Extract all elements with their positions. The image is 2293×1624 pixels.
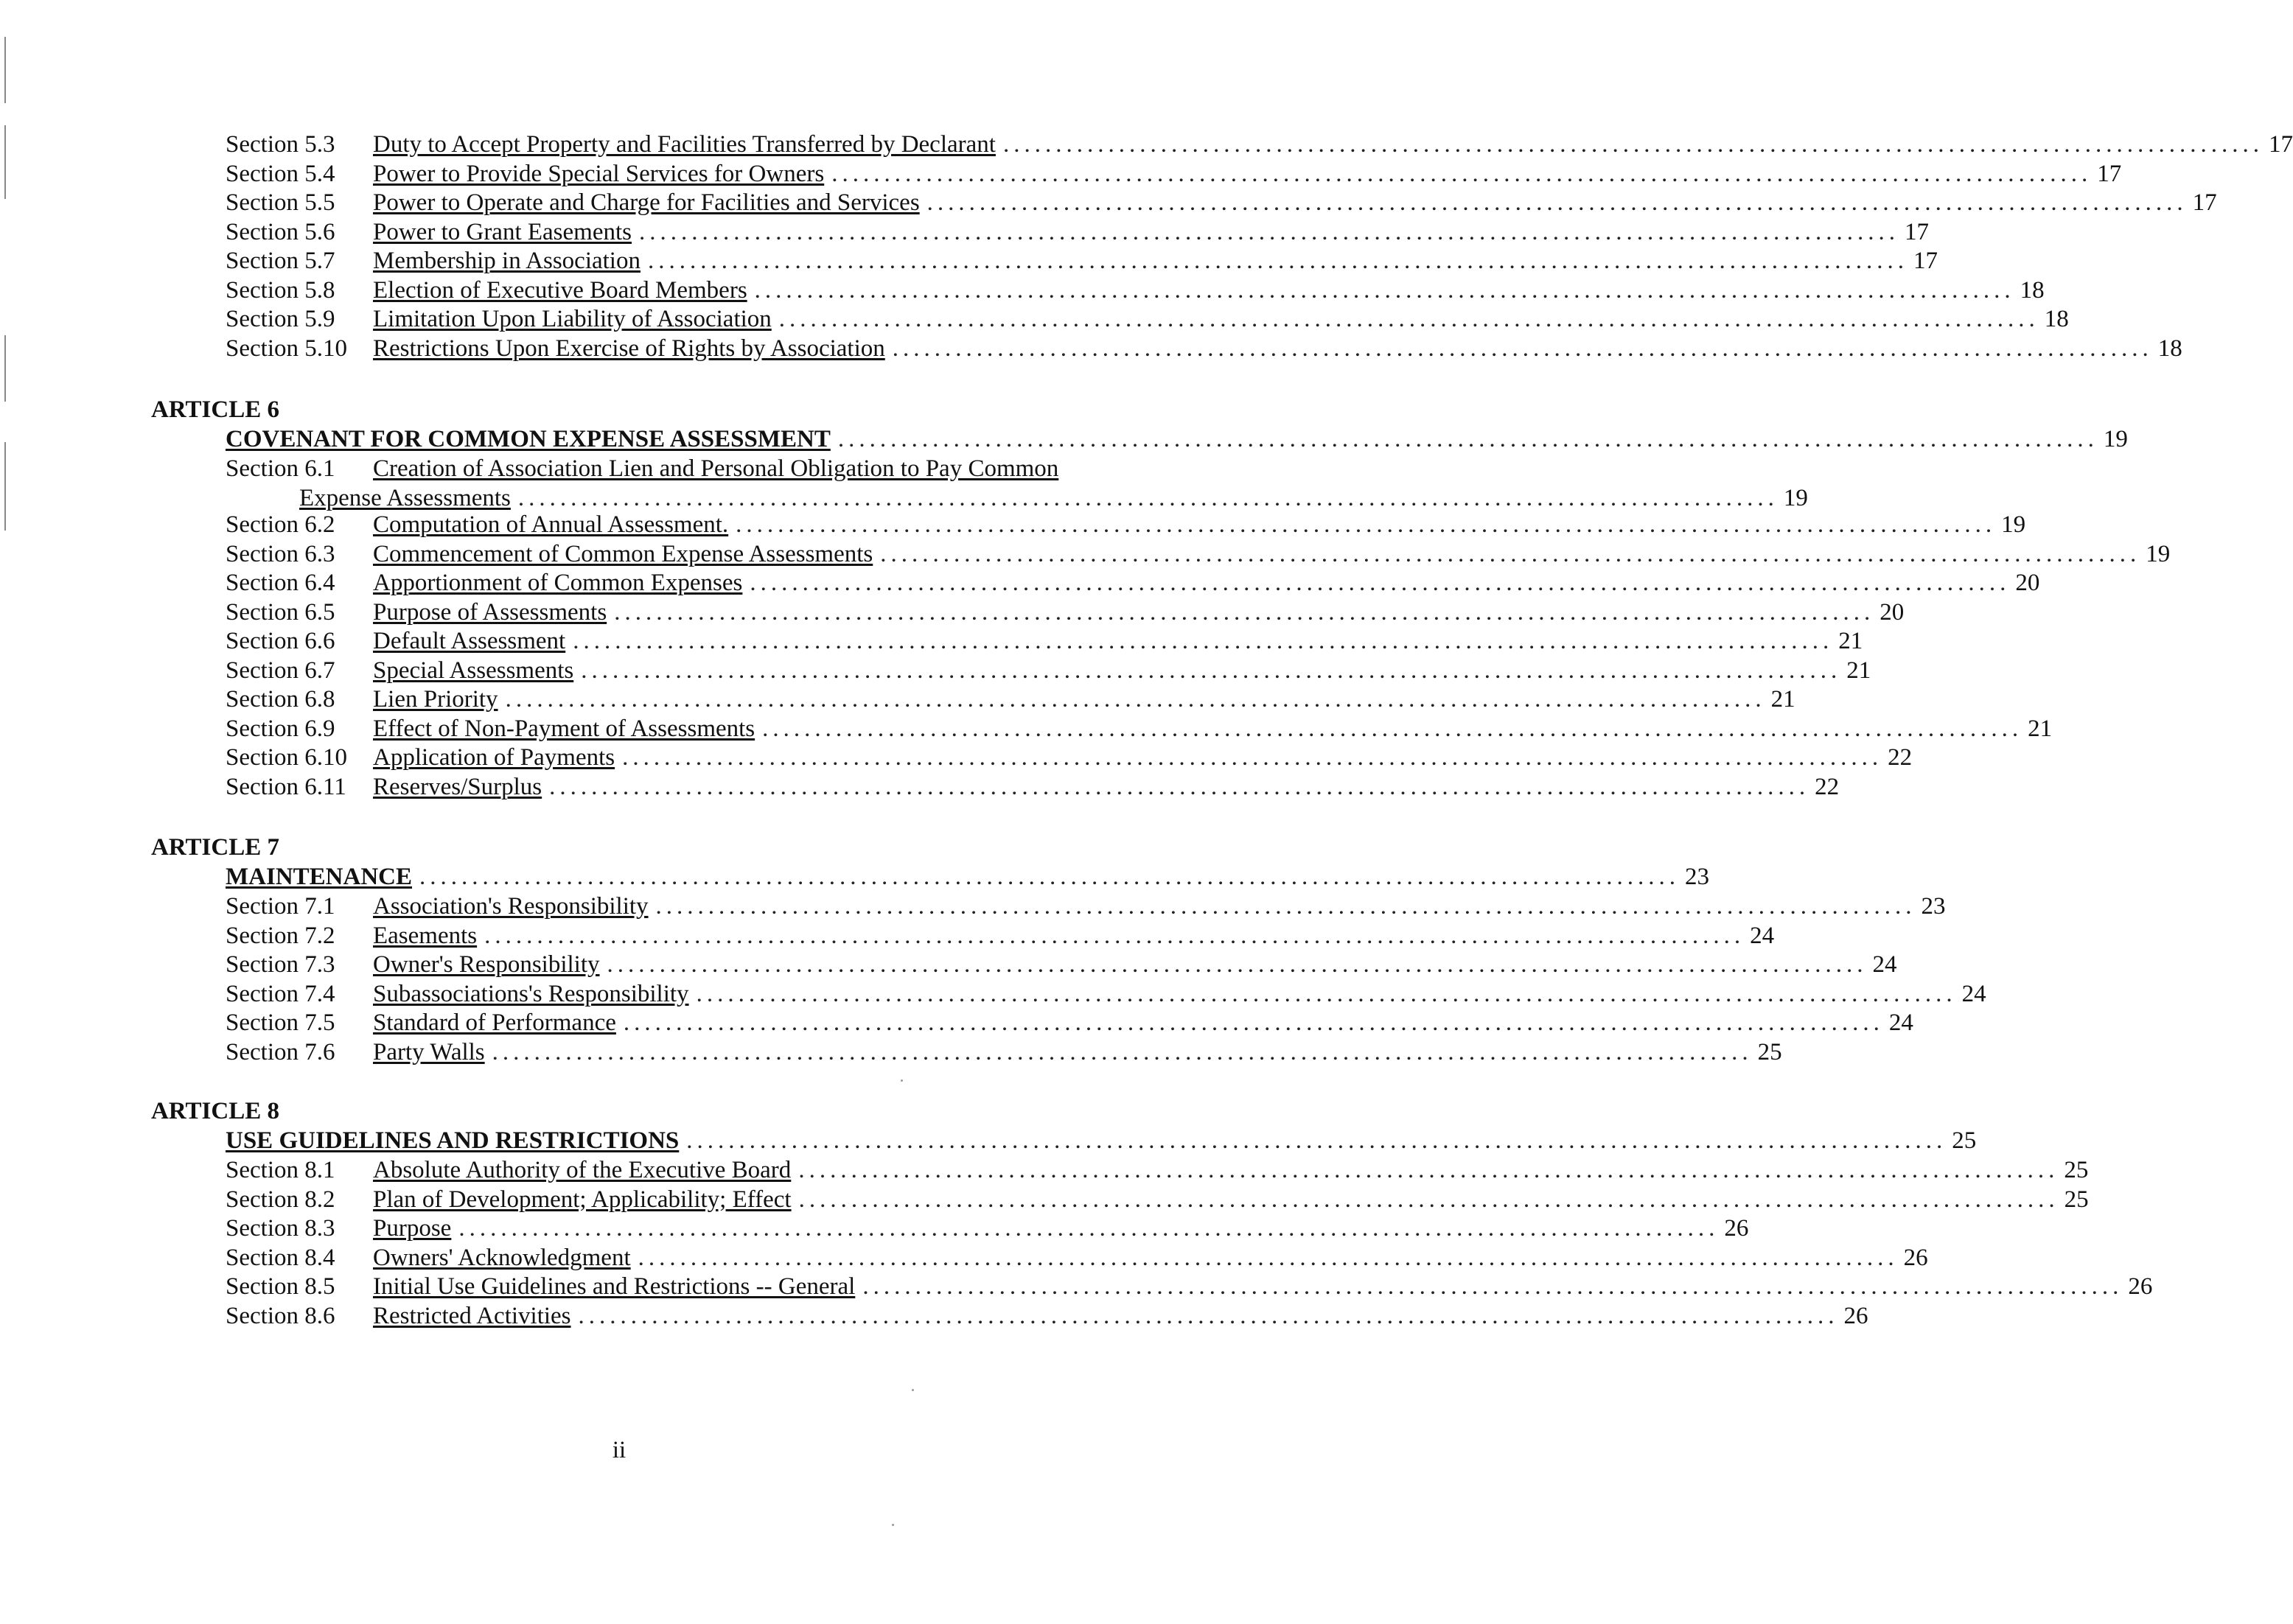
leader-dots: ........................................................................................................................ xyxy=(647,248,1908,274)
section-page: 26 xyxy=(1903,1244,1928,1271)
section-page: 17 xyxy=(2268,131,2293,158)
section-title: Association's Responsibility xyxy=(373,893,649,920)
leader-dots: ........................................................................................................................ xyxy=(831,160,2093,187)
section-number: Section 8.3 xyxy=(226,1215,335,1242)
article-8-label: ARTICLE 8 xyxy=(151,1098,279,1124)
section-number: Section 7.3 xyxy=(226,951,335,978)
toc-entry[interactable] xyxy=(226,304,2069,334)
section-title: Restrictions Upon Exercise of Rights by Association xyxy=(373,335,885,362)
toc-entry[interactable] xyxy=(226,568,2040,598)
section-title: Purpose xyxy=(373,1215,452,1242)
leader-dots: ........................................................................................................................ xyxy=(607,951,1868,978)
article-8-page: 25 xyxy=(1952,1127,1977,1154)
section-number: Section 5.5 xyxy=(226,189,335,216)
article-6-label: ARTICLE 6 xyxy=(151,396,279,423)
section-number: Section 8.1 xyxy=(226,1157,335,1183)
section-page: 25 xyxy=(1757,1038,1782,1065)
section-title: Restricted Activities xyxy=(373,1302,571,1329)
leader-dots: ........................................................................................................................ xyxy=(623,1009,1884,1036)
section-number: Section 8.6 xyxy=(226,1302,335,1329)
leader-dots: ........................................................................................................................ xyxy=(549,773,1810,800)
leader-dots: ........................................................................................................................ xyxy=(505,686,1766,713)
section-title: Owner's Responsibility xyxy=(373,951,600,978)
section-title: Power to Operate and Charge for Facilities and Services xyxy=(373,189,920,216)
section-number: Section 6.2 xyxy=(226,511,335,538)
scan-margin-mark xyxy=(4,442,6,531)
section-page: 19 xyxy=(1783,485,1808,511)
section-number: Section 7.2 xyxy=(226,922,335,949)
section-page: 17 xyxy=(2192,189,2217,216)
section-title: Election of Executive Board Members xyxy=(373,276,747,304)
section-title: Membership in Association xyxy=(373,248,641,274)
section-title: Lien Priority xyxy=(373,686,498,713)
leader-dots: ........................................................................................................................ xyxy=(892,335,2153,362)
leader-dots: ........................................................................................................................ xyxy=(696,980,1957,1007)
scan-margin-mark xyxy=(4,125,6,199)
toc-entry[interactable] xyxy=(226,1243,1928,1273)
toc-entry[interactable] xyxy=(226,714,2053,743)
section-number: Section 5.6 xyxy=(226,218,335,245)
section-title: Power to Provide Special Services for Owners xyxy=(373,160,825,187)
leader-dots: ........................................................................................................................ xyxy=(762,715,2023,742)
toc-entry[interactable] xyxy=(226,685,1795,714)
scan-margin-mark xyxy=(4,37,6,103)
toc-entry[interactable] xyxy=(226,276,2045,305)
section-page: 20 xyxy=(2015,570,2040,596)
section-number: Section 5.10 xyxy=(226,335,347,362)
leader-dots: ........................................................................................................................ xyxy=(1002,131,2264,158)
section-page: 21 xyxy=(1770,686,1795,713)
section-number: Section 7.5 xyxy=(226,1009,335,1036)
scan-speck xyxy=(912,1389,914,1391)
section-number: Section 6.1 xyxy=(226,455,335,482)
section-page: 18 xyxy=(2157,335,2182,362)
toc-entry[interactable] xyxy=(226,1214,1749,1243)
leader-dots: ........................................................................................................................ xyxy=(926,189,2188,216)
section-number: Section 5.3 xyxy=(226,131,335,158)
leader-dots: ........................................................................................................................ xyxy=(750,570,2011,596)
leader-dots: ........................................................................................................................ xyxy=(736,511,1997,538)
article-6-title: COVENANT FOR COMMON EXPENSE ASSESSMENT xyxy=(226,426,831,452)
section-title: Subassociations's Responsibility xyxy=(373,980,689,1007)
toc-entry[interactable] xyxy=(226,1155,2089,1185)
section-number: Section 6.10 xyxy=(226,744,347,771)
section-number: Section 6.6 xyxy=(226,628,335,654)
scan-margin-mark xyxy=(4,335,6,402)
toc-entry-section-6-1[interactable] xyxy=(226,454,1808,513)
section-page: 26 xyxy=(2128,1273,2153,1300)
section-title: Duty to Accept Property and Facilities Transferred by Declarant xyxy=(373,131,996,158)
toc-entry[interactable] xyxy=(226,743,1913,772)
leader-dots: ........................................................................................................................ xyxy=(419,864,1681,890)
leader-dots: ........................................................................................................................ xyxy=(754,276,2015,304)
leader-dots: ........................................................................................................................ xyxy=(581,657,1842,684)
section-title: Default Assessment xyxy=(373,628,566,654)
leader-dots: ........................................................................................................................ xyxy=(798,1157,2059,1183)
toc-entry[interactable] xyxy=(226,979,1986,1009)
section-number: Section 6.11 xyxy=(226,773,346,800)
leader-dots: ........................................................................................................................ xyxy=(639,218,1899,245)
leader-dots: ........................................................................................................................ xyxy=(880,540,2141,567)
leader-dots: ........................................................................................................................ xyxy=(686,1127,1947,1154)
section-page: 23 xyxy=(1921,893,1946,920)
leader-dots: ........................................................................................................................ xyxy=(517,485,1779,511)
article-6-heading[interactable] xyxy=(226,424,2128,454)
page-number-footer: ii xyxy=(612,1437,627,1463)
leader-dots: ........................................................................................................................ xyxy=(614,598,1875,626)
article-7-title: MAINTENANCE xyxy=(226,864,413,890)
toc-entry[interactable] xyxy=(226,598,1905,627)
section-number: Section 5.8 xyxy=(226,276,335,304)
section-title: Absolute Authority of the Executive Board xyxy=(373,1157,792,1183)
leader-dots: ........................................................................................................................ xyxy=(458,1215,1720,1242)
toc-entry[interactable] xyxy=(226,539,2171,569)
section-title: Apportionment of Common Expenses xyxy=(373,570,743,596)
section-page: 25 xyxy=(2064,1186,2089,1213)
toc-entry[interactable] xyxy=(226,1185,2089,1214)
section-number: Section 8.4 xyxy=(226,1244,335,1271)
section-number: Section 6.5 xyxy=(226,598,335,626)
section-title: Party Walls xyxy=(373,1038,485,1065)
section-page: 25 xyxy=(2064,1157,2089,1183)
section-title: Special Assessments xyxy=(373,657,574,684)
section-title: Owners' Acknowledgment xyxy=(373,1244,631,1271)
leader-dots: ........................................................................................................................ xyxy=(655,893,1916,920)
section-title: Power to Grant Easements xyxy=(373,218,632,245)
article-7-label: ARTICLE 7 xyxy=(151,834,279,861)
article-7-heading[interactable] xyxy=(226,862,1710,892)
section-page: 18 xyxy=(2020,276,2045,304)
toc-entry[interactable] xyxy=(226,1037,1782,1067)
section-number: Section 5.9 xyxy=(226,306,335,332)
section-page: 18 xyxy=(2044,306,2069,332)
section-page: 22 xyxy=(1815,773,1840,800)
toc-entry[interactable] xyxy=(226,1272,2153,1301)
toc-entry[interactable] xyxy=(226,892,1946,921)
toc-entry[interactable] xyxy=(226,921,1775,951)
toc-entry[interactable] xyxy=(226,656,1871,685)
section-title: Commencement of Common Expense Assessments xyxy=(373,540,873,567)
section-page: 20 xyxy=(1880,598,1905,626)
section-page: 22 xyxy=(1888,744,1913,771)
section-page: 24 xyxy=(1961,980,1986,1007)
leader-dots: ........................................................................................................................ xyxy=(638,1244,1899,1271)
section-title-line1: Creation of Association Lien and Personal Obligation to Pay Common xyxy=(373,455,1059,482)
toc-entry[interactable] xyxy=(226,1008,1913,1037)
section-number: Section 5.4 xyxy=(226,160,335,187)
article-8-title: USE GUIDELINES AND RESTRICTIONS xyxy=(226,1127,680,1154)
toc-entry[interactable] xyxy=(226,950,1897,979)
section-title: Limitation Upon Liability of Association xyxy=(373,306,772,332)
toc-entry[interactable] xyxy=(226,510,2026,539)
section-number: Section 6.4 xyxy=(226,570,335,596)
toc-entry[interactable] xyxy=(226,159,2122,189)
toc-entry[interactable] xyxy=(226,217,1929,247)
toc-entry[interactable] xyxy=(226,1301,1868,1331)
section-title: Application of Payments xyxy=(373,744,615,771)
section-number: Section 8.2 xyxy=(226,1186,335,1213)
section-number: Section 5.7 xyxy=(226,248,335,274)
section-page: 19 xyxy=(2001,511,2026,538)
section-title-line2: Expense Assessments xyxy=(299,485,511,511)
article-6-page: 19 xyxy=(2103,426,2128,452)
section-page: 24 xyxy=(1872,951,1897,978)
section-title: Standard of Performance xyxy=(373,1009,616,1036)
toc-entry[interactable] xyxy=(226,188,2217,217)
leader-dots: ........................................................................................................................ xyxy=(778,306,2039,332)
section-title: Computation of Annual Assessment. xyxy=(373,511,729,538)
section-number: Section 7.1 xyxy=(226,893,335,920)
section-page: 17 xyxy=(1913,248,1938,274)
scan-speck xyxy=(892,1524,894,1526)
section-page: 17 xyxy=(2097,160,2122,187)
section-page: 21 xyxy=(1838,628,1863,654)
article-7-page: 23 xyxy=(1685,864,1710,890)
toc-entry[interactable] xyxy=(226,626,1863,656)
leader-dots: ........................................................................................................................ xyxy=(492,1038,1753,1065)
section-page: 17 xyxy=(1905,218,1929,245)
section-number: Section 6.7 xyxy=(226,657,335,684)
leader-dots: ........................................................................................................................ xyxy=(578,1302,1839,1329)
article-8-heading[interactable] xyxy=(226,1126,1977,1155)
section-number: Section 6.8 xyxy=(226,686,335,713)
leader-dots: ........................................................................................................................ xyxy=(837,426,2098,452)
section-page: 26 xyxy=(1724,1215,1749,1242)
section-number: Section 6.9 xyxy=(226,715,335,742)
section-page: 24 xyxy=(1888,1009,1913,1036)
section-number: Section 7.4 xyxy=(226,980,335,1007)
leader-dots: ........................................................................................................................ xyxy=(484,922,1745,949)
toc-entry[interactable] xyxy=(226,130,2293,159)
section-number: Section 7.6 xyxy=(226,1038,335,1065)
section-page: 21 xyxy=(1846,657,1871,684)
section-title: Easements xyxy=(373,922,478,949)
leader-dots: ........................................................................................................................ xyxy=(573,628,1834,654)
section-number: Section 8.5 xyxy=(226,1273,335,1300)
section-number: Section 6.3 xyxy=(226,540,335,567)
section-title: Reserves/Surplus xyxy=(373,773,542,800)
scan-speck xyxy=(901,1079,903,1082)
section-title: Effect of Non-Payment of Assessments xyxy=(373,715,755,742)
section-title: Initial Use Guidelines and Restrictions -- General xyxy=(373,1273,856,1300)
section-page: 19 xyxy=(2146,540,2171,567)
toc-entry[interactable] xyxy=(226,246,1938,276)
section-page: 21 xyxy=(2028,715,2053,742)
leader-dots: ........................................................................................................................ xyxy=(798,1186,2059,1213)
section-title: Plan of Development; Applicability; Effect xyxy=(373,1186,792,1213)
section-title: Purpose of Assessments xyxy=(373,598,607,626)
section-page: 26 xyxy=(1843,1302,1868,1329)
leader-dots: ........................................................................................................................ xyxy=(622,744,1883,771)
toc-entry[interactable] xyxy=(226,772,1840,802)
toc-entry[interactable] xyxy=(226,334,2182,363)
leader-dots: ........................................................................................................................ xyxy=(862,1273,2123,1300)
section-page: 24 xyxy=(1750,922,1775,949)
